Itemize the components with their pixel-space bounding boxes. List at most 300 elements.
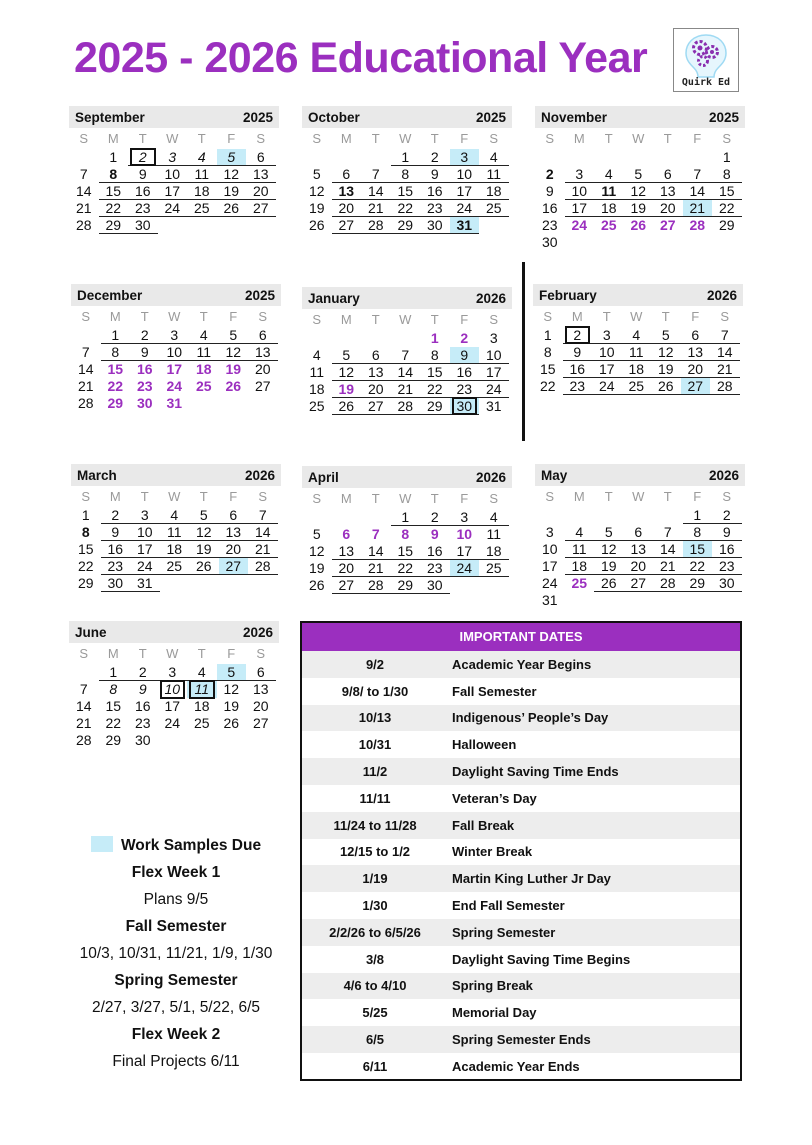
day-cell: 6 (332, 166, 362, 183)
day-cell: 19 (651, 361, 681, 378)
month-february (533, 284, 743, 395)
empty-cell (158, 732, 188, 749)
day-cell: 3 (565, 166, 595, 183)
day-cell: 9 (101, 524, 131, 541)
day-cell: 24 (592, 378, 622, 395)
day-cell: 18 (160, 541, 190, 558)
month-november (535, 106, 745, 251)
day-cell: 27 (219, 558, 249, 575)
important-date-row (302, 919, 740, 946)
weekday-label: S (79, 646, 89, 661)
day-cell: 11 (187, 681, 217, 698)
weekday-label: S (79, 131, 89, 146)
day-cell: 23 (101, 558, 131, 575)
week-row (69, 166, 279, 183)
day-cell: 2 (128, 664, 158, 681)
weekday-label: F (691, 309, 700, 324)
day-cell: 19 (594, 558, 624, 575)
day-cell: 3 (450, 509, 480, 526)
day-cell: 6 (624, 524, 654, 541)
weekday-label: F (693, 131, 702, 146)
week-row (71, 575, 281, 592)
day-cell: 4 (189, 327, 219, 344)
day-cell: 2 (130, 327, 160, 344)
day-cell: 3 (489, 330, 498, 346)
month-name: November (541, 109, 608, 125)
legend-flex1-detail: Plans 9/5 (143, 891, 209, 908)
important-date-row (302, 705, 740, 732)
empty-cell (69, 149, 99, 166)
weekday-label: S (545, 131, 555, 146)
legend (60, 832, 292, 1075)
day-cell: 27 (332, 577, 362, 594)
important-date-row (302, 1053, 740, 1080)
day-cell: 4 (479, 149, 509, 166)
legend-fall-detail: 10/3, 10/31, 11/21, 1/9, 1/30 (79, 945, 273, 962)
day-cell: 21 (77, 378, 94, 394)
day-cell: 18 (195, 361, 212, 377)
day-cell: 6 (246, 149, 276, 166)
empty-cell (624, 592, 654, 609)
day-cell: 30 (128, 217, 158, 234)
day-cell: 18 (594, 200, 624, 217)
day-cell: 12 (624, 183, 654, 200)
empty-cell (302, 330, 332, 347)
day-cell: 22 (99, 200, 129, 217)
month-year: 2025 (242, 109, 273, 125)
day-cell: 12 (651, 344, 681, 361)
day-cell: 9 (450, 347, 480, 364)
day-cell: 21 (710, 361, 740, 378)
empty-cell (479, 217, 509, 234)
day-cell: 30 (420, 217, 450, 234)
day-cell: 22 (105, 715, 122, 731)
logo-text: Quirk Ed (681, 77, 731, 88)
important-event: Halloween (452, 737, 517, 753)
empty-cell (246, 217, 276, 234)
empty-cell (391, 330, 421, 347)
weekday-label: T (140, 489, 149, 504)
day-cell: 29 (107, 395, 124, 411)
day-cell: 31 (166, 395, 183, 411)
day-cell: 25 (479, 560, 509, 577)
day-cell: 6 (248, 327, 278, 344)
weekday-label: S (256, 131, 266, 146)
weekday-label: W (168, 309, 181, 324)
empty-cell (594, 592, 624, 609)
empty-cell (189, 395, 219, 412)
day-cell: 6 (246, 664, 276, 681)
important-event: Spring Semester (452, 924, 556, 940)
legend-spring-title: Spring Semester (114, 972, 238, 989)
day-cell: 25 (600, 217, 617, 233)
weekday-label: M (340, 131, 352, 146)
day-cell: 18 (308, 381, 325, 397)
week-row (302, 330, 512, 347)
day-cell: 10 (592, 344, 622, 361)
week-row (69, 732, 279, 749)
day-cell: 28 (689, 217, 706, 233)
important-date: 2/2/26 to 6/5/26 (329, 924, 421, 940)
important-event: End Fall Semester (452, 898, 565, 914)
month-name: April (308, 469, 339, 485)
important-event: Academic Year Ends (452, 1058, 580, 1074)
week-row (302, 398, 512, 415)
weekday-label: M (109, 489, 121, 504)
important-event: Daylight Saving Time Ends (452, 764, 619, 780)
weekday-label: M (573, 131, 585, 146)
month-october (302, 106, 512, 234)
day-cell: 6 (342, 526, 351, 542)
weekday-label: S (81, 489, 91, 504)
important-date-row (302, 1026, 740, 1053)
important-date-row (302, 865, 740, 892)
day-cell: 13 (252, 681, 269, 697)
day-cell: 26 (594, 575, 624, 592)
empty-cell (71, 327, 101, 344)
day-cell: 24 (479, 381, 509, 398)
week-row (535, 200, 745, 217)
day-cell: 8 (420, 347, 450, 364)
day-cell: 18 (565, 558, 595, 575)
week-row (535, 149, 745, 166)
day-cell: 17 (130, 541, 160, 558)
day-cell: 20 (252, 698, 269, 714)
empty-cell (219, 395, 249, 412)
weekday-label: W (632, 131, 645, 146)
empty-cell (248, 575, 278, 592)
day-cell: 26 (308, 577, 325, 593)
day-cell: 10 (450, 166, 480, 183)
week-row (302, 543, 512, 560)
weekday-label: T (199, 489, 208, 504)
legend-swatch (91, 836, 113, 852)
day-cell: 16 (450, 364, 480, 381)
day-cell: 24 (130, 558, 160, 575)
weekday-label: S (489, 491, 499, 506)
weekday-label: F (229, 489, 238, 504)
day-cell: 29 (391, 577, 421, 594)
important-event: Academic Year Begins (452, 656, 592, 672)
month-year: 2025 (708, 109, 739, 125)
day-cell: 1 (430, 330, 439, 346)
month-year: 2026 (706, 287, 737, 303)
day-cell: 30 (450, 398, 480, 415)
day-cell: 8 (99, 166, 129, 183)
day-cell: 13 (681, 344, 711, 361)
empty-cell (69, 664, 99, 681)
empty-cell (160, 575, 190, 592)
important-date: 12/15 to 1/2 (339, 844, 411, 860)
month-year: 2026 (475, 469, 506, 485)
day-cell: 13 (653, 183, 683, 200)
important-date-row (302, 999, 740, 1026)
month-name: March (77, 467, 117, 483)
month-september (69, 106, 279, 234)
weekday-label: W (630, 309, 643, 324)
day-cell: 23 (450, 381, 480, 398)
day-cell: 2 (101, 507, 131, 524)
day-cell: 1 (81, 507, 90, 523)
empty-cell (535, 149, 565, 166)
day-cell: 20 (653, 200, 683, 217)
month-name: October (308, 109, 360, 125)
month-june (69, 621, 279, 749)
important-date: 11/2 (362, 764, 388, 780)
day-cell: 4 (565, 524, 595, 541)
day-cell: 15 (391, 183, 421, 200)
week-row (69, 664, 279, 681)
day-cell: 22 (391, 200, 421, 217)
day-cell: 30 (136, 395, 153, 411)
empty-cell (217, 732, 247, 749)
day-cell: 19 (225, 361, 242, 377)
weekday-label: F (460, 312, 469, 327)
day-cell: 14 (653, 541, 683, 558)
weekday-label: W (399, 491, 412, 506)
important-date: 1/30 (362, 898, 388, 914)
day-cell: 17 (158, 183, 188, 200)
empty-cell (565, 149, 595, 166)
important-date: 1/19 (362, 871, 388, 887)
month-april (302, 466, 512, 594)
weekday-label: T (602, 309, 611, 324)
weekday-label: T (371, 491, 380, 506)
day-cell: 20 (624, 558, 654, 575)
empty-cell (565, 507, 595, 524)
day-cell: 7 (79, 681, 88, 697)
day-cell: 20 (332, 200, 362, 217)
day-cell: 8 (712, 166, 742, 183)
day-cell: 9 (430, 526, 439, 542)
day-cell: 26 (332, 398, 362, 415)
day-cell: 15 (391, 543, 421, 560)
empty-cell (653, 592, 683, 609)
legend-flex1-title: Flex Week 1 (131, 864, 221, 881)
day-cell: 29 (718, 217, 735, 233)
week-row (535, 592, 745, 609)
month-year: 2025 (475, 109, 506, 125)
month-year: 2026 (475, 290, 506, 306)
day-cell: 11 (565, 541, 595, 558)
month-may (535, 464, 745, 609)
day-cell: 29 (105, 732, 122, 748)
day-cell: 11 (594, 183, 624, 200)
day-cell: 12 (219, 344, 249, 361)
empty-cell (535, 507, 565, 524)
weekday-label: F (227, 131, 236, 146)
day-cell: 12 (308, 183, 325, 199)
important-date-row (302, 812, 740, 839)
weekday-label: S (722, 489, 732, 504)
important-date: 4/6 to 4/10 (343, 978, 407, 994)
day-cell: 5 (219, 327, 249, 344)
day-cell: 29 (420, 398, 450, 415)
important-date-row (302, 678, 740, 705)
day-cell: 24 (166, 378, 183, 394)
day-cell: 10 (160, 344, 190, 361)
day-cell: 25 (571, 575, 588, 591)
day-cell: 30 (101, 575, 131, 592)
day-cell: 3 (545, 524, 554, 540)
empty-cell (624, 149, 654, 166)
day-cell: 20 (254, 361, 271, 377)
day-cell: 15 (99, 183, 129, 200)
day-cell: 19 (217, 183, 247, 200)
important-date-row (302, 651, 740, 678)
month-name: December (77, 287, 143, 303)
day-cell: 14 (361, 183, 391, 200)
weekday-label: S (81, 309, 91, 324)
weekday-label: F (460, 131, 469, 146)
important-date: 5/25 (362, 1005, 388, 1021)
day-cell: 10 (479, 347, 509, 364)
week-row (71, 558, 281, 575)
day-cell: 28 (75, 217, 92, 233)
day-cell: 29 (99, 217, 129, 234)
weekday-label: T (140, 309, 149, 324)
day-cell: 17 (541, 558, 558, 574)
day-cell: 3 (158, 664, 188, 681)
important-dates-header: IMPORTANT DATES (302, 623, 740, 651)
day-cell: 21 (361, 560, 391, 577)
month-year: 2026 (242, 624, 273, 640)
day-cell: 15 (107, 361, 124, 377)
day-cell: 28 (710, 378, 740, 395)
day-cell: 19 (308, 560, 325, 576)
day-cell: 30 (541, 234, 558, 250)
day-cell: 1 (99, 664, 129, 681)
day-cell: 26 (217, 200, 247, 217)
empty-cell (361, 330, 391, 347)
day-cell: 10 (456, 526, 473, 542)
day-cell: 2 (128, 149, 158, 166)
day-cell: 22 (712, 200, 742, 217)
day-cell: 28 (653, 575, 683, 592)
legend-work-samples (60, 832, 292, 859)
day-cell: 6 (219, 507, 249, 524)
empty-cell (302, 149, 332, 166)
month-name: January (308, 290, 360, 306)
important-date: 11/11 (359, 790, 391, 806)
week-row (302, 381, 512, 398)
week-row (535, 524, 745, 541)
day-cell: 26 (630, 217, 647, 233)
day-cell: 2 (545, 166, 554, 182)
day-cell: 4 (187, 149, 217, 166)
day-cell: 24 (158, 200, 188, 217)
day-cell: 31 (130, 575, 160, 592)
day-cell: 23 (712, 558, 742, 575)
day-cell: 3 (450, 149, 480, 166)
week-row (535, 558, 745, 575)
empty-cell (624, 234, 654, 251)
important-date: 6/11 (362, 1058, 388, 1074)
day-cell: 6 (681, 327, 711, 344)
day-cell: 9 (128, 166, 158, 183)
day-cell: 24 (571, 217, 588, 233)
week-row (71, 327, 281, 344)
week-row (302, 364, 512, 381)
day-cell: 30 (134, 732, 151, 748)
week-row (302, 149, 512, 166)
day-cell: 4 (160, 507, 190, 524)
important-date-row (302, 839, 740, 866)
week-row (302, 200, 512, 217)
day-cell: 29 (391, 217, 421, 234)
week-row (71, 361, 281, 378)
weekday-label: T (663, 131, 672, 146)
day-cell: 21 (391, 381, 421, 398)
weekday-label: S (258, 489, 268, 504)
week-row (302, 183, 512, 200)
empty-cell (246, 732, 276, 749)
day-cell: 28 (75, 732, 92, 748)
day-cell: 18 (479, 183, 509, 200)
day-cell: 3 (130, 507, 160, 524)
day-cell: 5 (594, 524, 624, 541)
day-cell: 26 (189, 558, 219, 575)
empty-cell (653, 234, 683, 251)
day-cell: 15 (105, 698, 122, 714)
empty-cell (302, 509, 332, 526)
empty-cell (361, 509, 391, 526)
weekday-label: S (720, 309, 730, 324)
day-cell: 13 (248, 344, 278, 361)
day-cell: 27 (254, 378, 271, 394)
day-cell: 11 (486, 526, 502, 542)
day-cell: 15 (77, 541, 94, 557)
empty-cell (158, 217, 188, 234)
day-cell: 17 (164, 698, 181, 714)
day-cell: 8 (81, 524, 90, 540)
day-cell: 22 (539, 378, 556, 394)
month-year: 2025 (244, 287, 275, 303)
month-name: June (75, 624, 107, 640)
month-name: February (539, 287, 597, 303)
important-date: 3/8 (365, 951, 385, 967)
month-january (302, 287, 512, 415)
week-row (69, 681, 279, 698)
empty-cell (189, 575, 219, 592)
empty-cell (332, 149, 362, 166)
day-cell: 23 (136, 378, 153, 394)
week-row (535, 183, 745, 200)
weekday-label: T (430, 491, 439, 506)
empty-cell (450, 577, 480, 594)
day-cell: 28 (361, 217, 391, 234)
empty-cell (187, 732, 217, 749)
day-cell: 21 (361, 200, 391, 217)
day-cell: 25 (308, 398, 325, 414)
day-cell: 18 (187, 183, 217, 200)
day-cell: 27 (332, 217, 362, 234)
empty-cell (683, 592, 713, 609)
week-row (69, 698, 279, 715)
weekday-label: W (166, 646, 179, 661)
weekday-label: T (138, 131, 147, 146)
day-cell: 18 (193, 698, 210, 714)
day-cell: 4 (479, 509, 509, 526)
page-title: 2025 - 2026 Educational Year (74, 34, 648, 82)
day-cell: 14 (391, 364, 421, 381)
day-cell: 11 (622, 344, 652, 361)
day-cell: 14 (75, 698, 92, 714)
legend-spring-detail: 2/27, 3/27, 5/1, 5/22, 6/5 (91, 999, 261, 1016)
month-year: 2026 (244, 467, 275, 483)
day-cell: 2 (420, 509, 450, 526)
day-cell: 21 (653, 558, 683, 575)
